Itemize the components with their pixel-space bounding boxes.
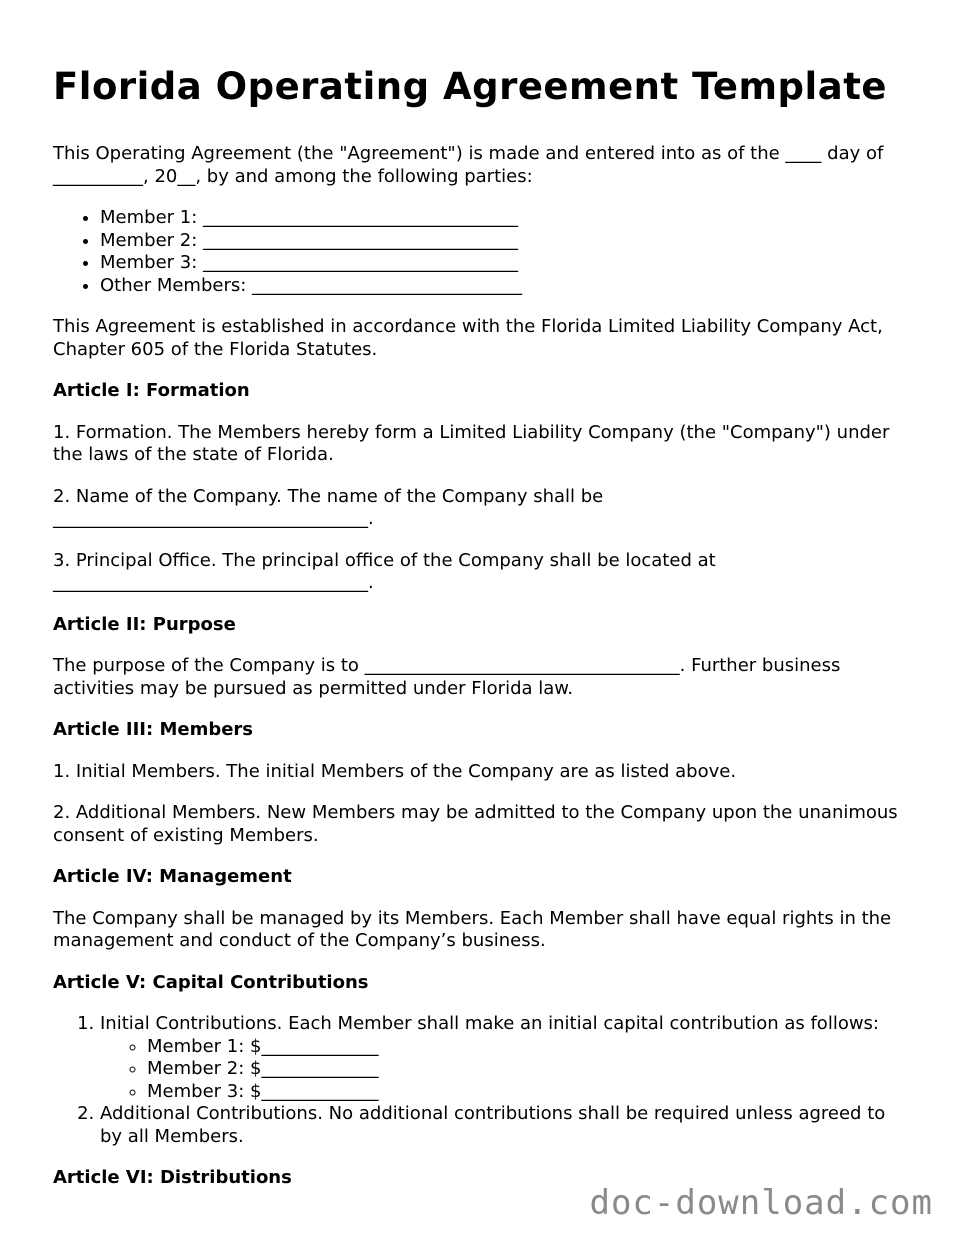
member-3-line: • Member 3: ___________________________________ (100, 252, 913, 275)
member-1-line: • Member 1: ___________________________________ (100, 207, 913, 230)
contribution-amounts-list (100, 1036, 913, 1104)
act-statement: This Agreement is established in accordance with the Florida Limited Liability Company Act, Chapter 605 of the Florida Statutes. (53, 316, 883, 360)
article-4-management: The Company shall be managed by its Members. Each Member shall have equal rights in the management and conduct of the Company’s business. (53, 907, 892, 951)
article-3-initial-members: 1. Initial Members. The initial Members of the Company are as listed above. (53, 760, 737, 782)
additional-contributions-item: 2. Additional Contributions. No additional contributions shall be required unless agreed to by all Members. (100, 1103, 913, 1148)
article-1-office: 3. Principal Office. The principal office of the Company shall be located at ___________________________________. (53, 549, 716, 593)
article-1-name: 2. Name of the Company. The name of the Company shall be ___________________________________. (53, 485, 604, 529)
article-4-heading: Article IV: Management (53, 866, 292, 887)
intro-paragraph: This Operating Agreement (the "Agreement") is made and entered into as of the ____ day of __________, 20__, by and among the following parties: (53, 143, 884, 187)
initial-contributions-item (100, 1013, 913, 1103)
members-list (53, 207, 913, 297)
contribution-member-3: ◦ Member 3: $_____________ (147, 1081, 913, 1104)
article-5-heading: Article V: Capital Contributions (53, 971, 369, 993)
member-2-line: • Member 2: ___________________________________ (100, 230, 913, 253)
article-3-heading: Article III: Members (53, 719, 254, 740)
contribution-member-2: ◦ Member 2: $_____________ (147, 1058, 913, 1081)
other-members-line: • Other Members: ______________________________ (100, 275, 913, 298)
initial-contributions-text: Initial Contributions. Each Member shall make an initial capital contribution as follows: (100, 1013, 880, 1034)
article-1-formation: 1. Formation. The Members hereby form a Limited Liability Company (the "Company") under the laws of the state of Florida. (53, 421, 890, 465)
article-1-heading: Article I: Formation (53, 380, 250, 401)
document-title: Florida Operating Agreement Template (53, 65, 887, 108)
article-2-purpose: The purpose of the Company is to ___________________________________. Further business activities may be pursued as permitted under Florida law. (53, 655, 841, 699)
contribution-member-1: ◦ Member 1: $_____________ (147, 1036, 913, 1059)
article-6-heading: Article VI: Distributions (53, 1167, 292, 1188)
article-3-additional-members: 2. Additional Members. New Members may be admitted to the Company upon the unanimous consent of existing Members. (53, 802, 898, 846)
contributions-list (53, 1013, 913, 1148)
document-page (53, 62, 913, 1209)
article-2-heading: Article II: Purpose (53, 613, 236, 635)
watermark: doc-download.com (589, 1183, 933, 1223)
